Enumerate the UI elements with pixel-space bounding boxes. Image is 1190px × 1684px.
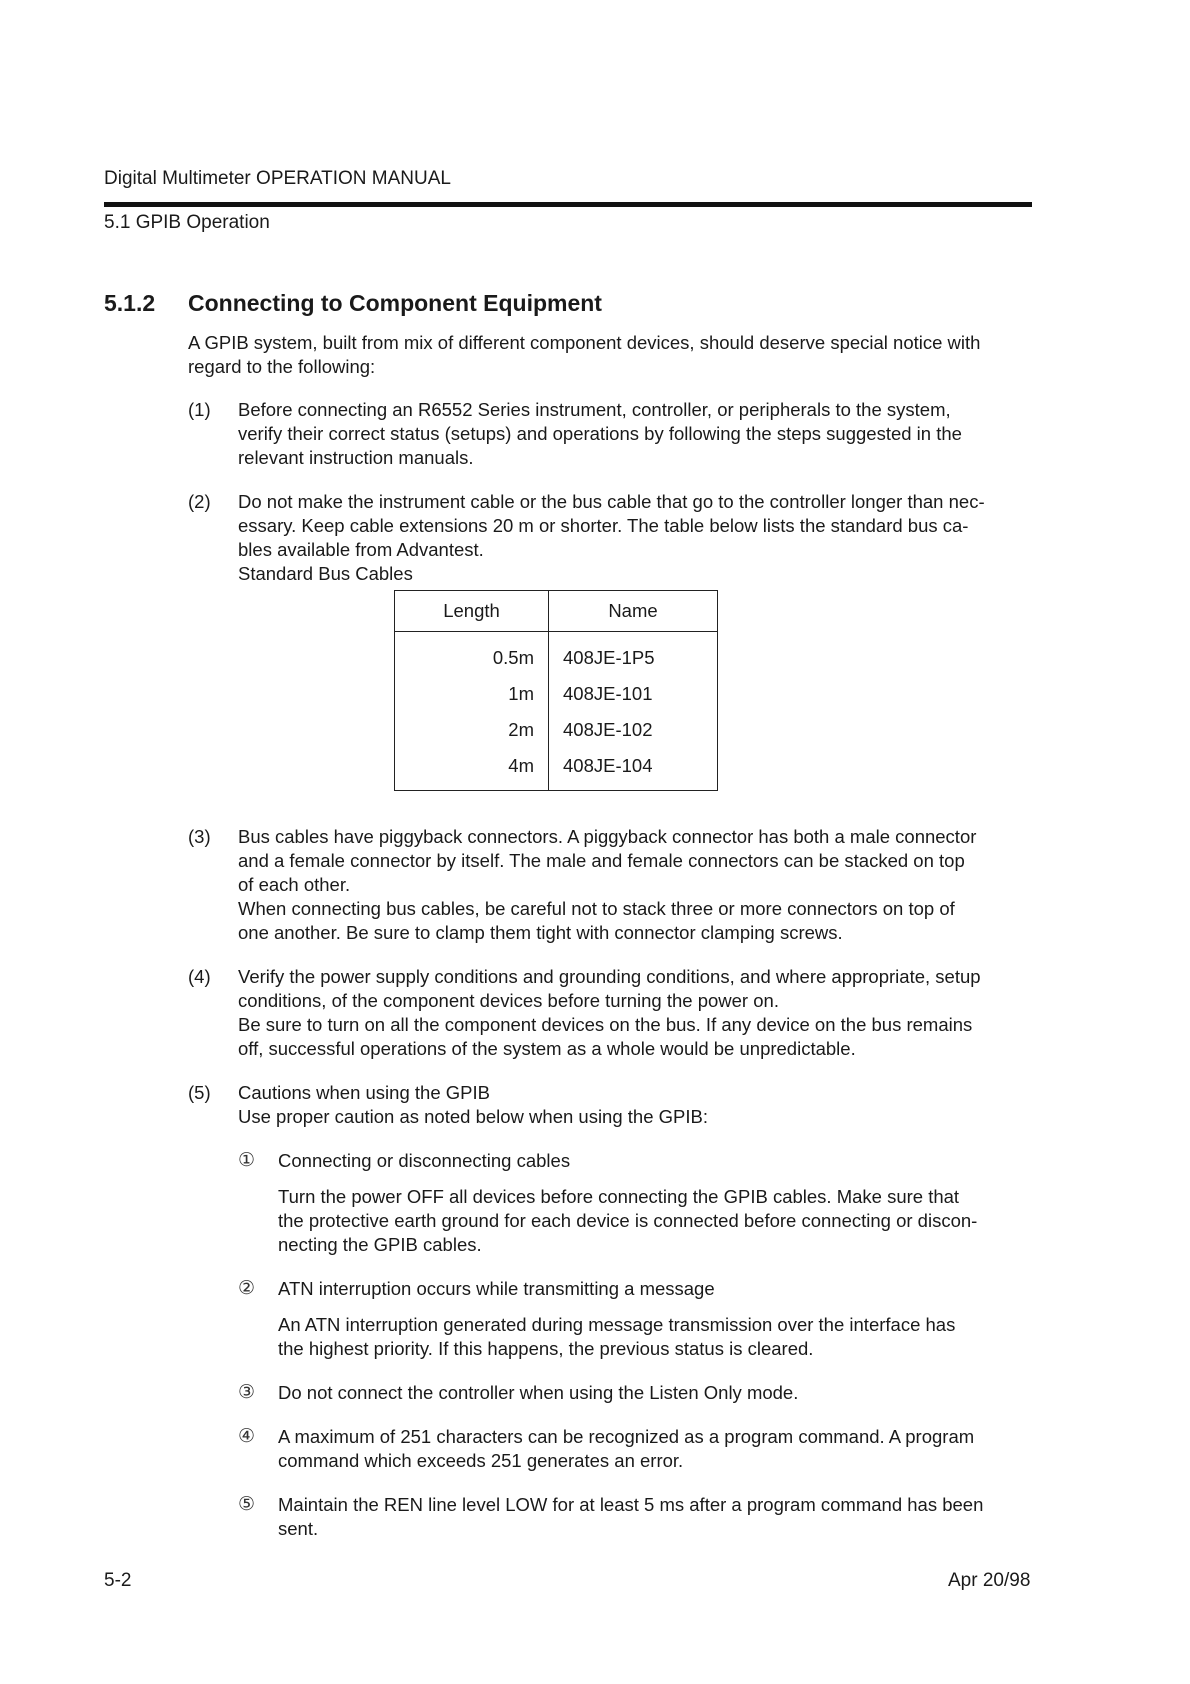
table-header-row — [395, 591, 718, 632]
intro-paragraph — [188, 331, 1032, 379]
caution-item-3 — [238, 1381, 1032, 1405]
cell-name: 408JE-102 — [549, 712, 718, 748]
text-line: the protective earth ground for each device is connected before connecting or discon- — [278, 1210, 978, 1231]
text-line: Turn the power OFF all devices before connecting the GPIB cables. Make sure that — [278, 1186, 960, 1207]
table-row — [395, 748, 718, 791]
caution-item-1 — [238, 1149, 1032, 1257]
table-row — [395, 712, 718, 748]
text-line: When connecting bus cables, be careful not to stack three or more connectors on top of — [238, 898, 955, 919]
requirements-list — [188, 398, 1032, 1581]
circled-number: ② — [238, 1278, 256, 1299]
list-item-2 — [188, 490, 1032, 586]
item-number: (5) — [188, 1082, 211, 1103]
text-line: necting the GPIB cables. — [278, 1234, 482, 1255]
cell-length: 4m — [395, 748, 549, 791]
text-line: relevant instruction manuals. — [238, 447, 474, 468]
intro-line: regard to the following: — [188, 356, 376, 377]
cell-length: 1m — [395, 676, 549, 712]
item-number: (2) — [188, 491, 211, 512]
item-text — [238, 398, 1032, 470]
caution-text — [278, 1149, 1032, 1257]
text-line: verify their correct status (setups) and operations by following the steps suggested in the — [238, 423, 962, 444]
text-line: command which exceeds 251 generates an error. — [278, 1450, 684, 1471]
text-line: Verify the power supply conditions and grounding conditions, and where appropriate, setup — [238, 966, 981, 987]
text-line: off, successful operations of the system as a whole would be unpredictable. — [238, 1038, 856, 1059]
table-row — [395, 632, 718, 677]
circled-number: ⑤ — [238, 1494, 256, 1515]
text-line: essary. Keep cable extensions 20 m or shorter. The table below lists the standard bus ca- — [238, 515, 969, 536]
circled-number: ③ — [238, 1382, 256, 1403]
item-number: (1) — [188, 399, 211, 420]
text-line: Do not make the instrument cable or the bus cable that go to the controller longer than nec- — [238, 491, 985, 512]
circled-number: ① — [238, 1150, 256, 1171]
text-line: bles available from Advantest. — [238, 539, 484, 560]
caution-title: ATN interruption occurs while transmitting a message — [278, 1278, 715, 1299]
cell-name: 408JE-101 — [549, 676, 718, 712]
column-header-length: Length — [395, 591, 549, 632]
cell-length: 2m — [395, 712, 549, 748]
section-title: Connecting to Component Equipment — [188, 290, 602, 316]
caution-title: Connecting or disconnecting cables — [278, 1150, 571, 1171]
manual-title: Digital Multimeter OPERATION MANUAL — [104, 168, 451, 189]
text-line: sent. — [278, 1518, 319, 1539]
item-number: (4) — [188, 966, 211, 987]
table-caption: Standard Bus Cables — [238, 563, 413, 584]
cell-name: 408JE-104 — [549, 748, 718, 791]
list-item-4 — [188, 965, 1032, 1061]
item-text — [238, 1081, 1032, 1561]
text-line: one another. Be sure to clamp them tight with connector clamping screws. — [238, 922, 843, 943]
text-line: Be sure to turn on all the component devices on the bus. If any device on the bus remains — [238, 1014, 973, 1035]
caution-text — [278, 1493, 1032, 1541]
revision-date: Apr 20/98 — [948, 1570, 1031, 1591]
header-rule — [104, 202, 1032, 207]
text-line: Cautions when using the GPIB — [238, 1082, 490, 1103]
cell-name: 408JE-1P5 — [549, 632, 718, 677]
section-number: 5.1.2 — [104, 290, 156, 316]
text-line: Use proper caution as noted below when using the GPIB: — [238, 1106, 708, 1127]
caution-item-4 — [238, 1425, 1032, 1473]
text-line: the highest priority. If this happens, the previous status is cleared. — [278, 1338, 814, 1359]
text-line: and a female connector by itself. The male and female connectors can be stacked on top — [238, 850, 965, 871]
list-item-5 — [188, 1081, 1032, 1561]
caution-text — [278, 1381, 1032, 1405]
caution-item-5 — [238, 1493, 1032, 1541]
text-line: Bus cables have piggyback connectors. A piggyback connector has both a male connector — [238, 826, 977, 847]
item-text — [238, 965, 1032, 1061]
text-line: An ATN interruption generated during message transmission over the interface has — [278, 1314, 956, 1335]
caution-text — [278, 1277, 1032, 1361]
item-text — [238, 825, 1032, 945]
page-number: 5-2 — [104, 1570, 132, 1591]
cautions-list — [238, 1149, 1032, 1541]
caution-text — [278, 1425, 1032, 1473]
table-row — [395, 676, 718, 712]
text-line: of each other. — [238, 874, 351, 895]
text-line: Before connecting an R6552 Series instrument, controller, or peripherals to the system, — [238, 399, 951, 420]
text-line: Do not connect the controller when using the Listen Only mode. — [278, 1382, 799, 1403]
item-text — [238, 490, 1032, 586]
text-line: conditions, of the component devices before turning the power on. — [238, 990, 779, 1011]
intro-line: A GPIB system, built from mix of different component devices, should deserve special notice with — [188, 332, 981, 353]
list-item-3 — [188, 825, 1032, 945]
item-number: (3) — [188, 826, 211, 847]
column-header-name: Name — [549, 591, 718, 632]
caution-item-2 — [238, 1277, 1032, 1361]
bus-cable-table — [394, 590, 718, 791]
list-item-1 — [188, 398, 1032, 470]
section-path: 5.1 GPIB Operation — [104, 212, 270, 233]
text-line: A maximum of 251 characters can be recognized as a program command. A program — [278, 1426, 975, 1447]
cell-length: 0.5m — [395, 632, 549, 677]
text-line: Maintain the REN line level LOW for at least 5 ms after a program command has been — [278, 1494, 984, 1515]
circled-number: ④ — [238, 1426, 256, 1447]
